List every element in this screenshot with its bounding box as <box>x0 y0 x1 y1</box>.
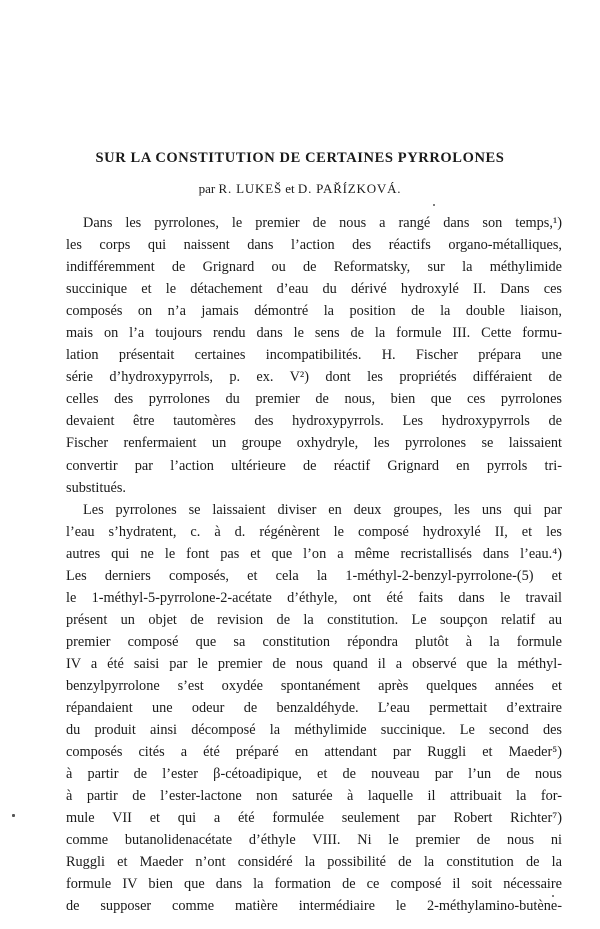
text-line: Dans les pyrrolones, le premier de nous a rangé dans son temps,¹) <box>83 215 562 231</box>
text-line: répandaient une odeur de benzaldéhyde. L’eau permettait d’extraire <box>66 700 562 717</box>
text-line: premier composé que sa constitution répondra plutôt à la formule <box>66 633 562 650</box>
text-line: présent un objet de revision de la constitution. Le soupçon relatif au <box>66 611 562 628</box>
article-title: SUR LA CONSTITUTION DE CERTAINES PYRROLONES <box>95 150 505 166</box>
text-line: de supposer comme matière intermédiaire le 2-méthylamino-butène- <box>66 898 562 915</box>
text-line: IV a été saisi par le premier de nous quand il a observé que la méthyl- <box>66 655 562 672</box>
text-line: autres qui ne le font pas et que l’on a même recristallisés dans l’eau.⁴) <box>66 545 562 562</box>
text-line: Ruggli et Maeder n’ont considéré la possibilité de la constitution de la <box>66 854 562 871</box>
author-1: R. LUKEŠ <box>218 181 282 196</box>
text-line: mule VII et qui a été formulée seulement par Robert Richter⁷) <box>66 810 562 827</box>
authors-prefix: par <box>198 181 216 196</box>
text-line: Les derniers composés, et cela la 1-méthyl-2-benzyl-pyrrolone-(5) et <box>66 567 562 584</box>
text-line: substitués. <box>66 479 126 496</box>
scan-speck <box>552 895 554 897</box>
text-line: les corps qui naissent dans l’action des réactifs organo-métalliques, <box>66 237 562 254</box>
text-line: du produit ainsi décomposé la méthylimide succinique. Le second des <box>66 722 562 739</box>
scan-speck <box>433 204 435 206</box>
scan-speck <box>12 814 15 817</box>
text-line: série d’hydroxypyrrols, p. ex. V²) dont les propriétés différaient de <box>66 369 562 386</box>
text-line: benzylpyrrolone s’est oxydée spontanément après quelques années et <box>66 677 562 694</box>
text-line: à partir de l’ester-lactone non saturée à laquelle il attribuait la for- <box>66 788 562 805</box>
article-body <box>66 212 562 918</box>
text-line: devaient être tautomères des hydroxypyrrols. Les hydroxypyrrols de <box>66 413 562 430</box>
text-line: formule IV bien que dans la formation de ce composé il soit nécessaire <box>66 876 562 893</box>
text-line: Fischer renfermaient un groupe oxhydryle, les pyrrolones se laissaient <box>66 435 562 452</box>
text-line: l’eau s’hydratent, c. à d. régénèrent le composé hydroxylé II, et les <box>66 523 562 540</box>
authors-conjunction: et <box>285 181 295 196</box>
text-line: comme butanolidenacétate d’éthyle VIII. Ni le premier de nous ni <box>66 832 562 849</box>
text-line: le 1-méthyl-5-pyrrolone-2-acétate d’éthyle, ont été faits dans le travail <box>66 589 562 606</box>
text-line: celles des pyrrolones du premier de nous, bien que ces pyrrolones <box>66 391 562 408</box>
text-line: composés cités a été préparé en attendant par Ruggli et Maeder⁵) <box>66 744 562 761</box>
text-line: mais on l’a toujours rendu dans le sens de la formule III. Cette formu- <box>66 325 562 342</box>
article-authors <box>0 181 600 197</box>
text-line: convertir par l’action ultérieure de réactif Grignard en pyrrols tri- <box>66 457 562 474</box>
text-line: succinique et le détachement d’eau du dérivé hydroxylé II. Dans ces <box>66 281 562 298</box>
text-line: indifféremment de Grignard ou de Reformatsky, sur la méthylimide <box>66 259 562 276</box>
author-2: D. PAŘÍZKOVÁ. <box>297 181 402 196</box>
text-line: lation présentait certaines incompatibilités. H. Fischer prépara une <box>66 347 562 364</box>
text-line: Les pyrrolones se laissaient diviser en deux groupes, les uns qui par <box>83 501 562 518</box>
text-line: composés on n’a jamais démontré la position de la double liaison, <box>66 303 562 320</box>
text-line: à partir de l’ester β-cétoadipique, et de nouveau par l’un de nous <box>66 766 562 783</box>
